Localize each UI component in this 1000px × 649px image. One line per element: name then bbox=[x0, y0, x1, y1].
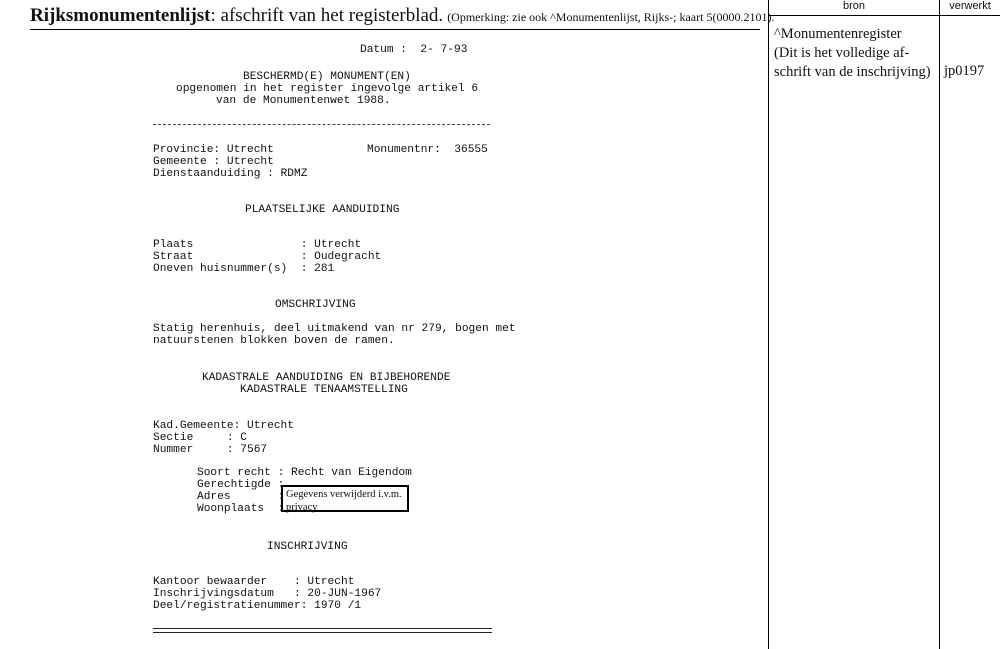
doc-woonplaats: Woonplaats : bbox=[197, 503, 285, 515]
doc-provincie: Provincie: Utrecht bbox=[153, 144, 274, 156]
bron-line: (Dit is het volledige af- bbox=[774, 45, 910, 61]
privacy-notice-box: Gegevens verwijderd i.v.m. privacy bbox=[281, 485, 409, 512]
header-title-bold: Rijksmonumentenlijst bbox=[30, 5, 211, 26]
doc-kantoor-bewaarder: Kantoor bewaarder : Utrecht bbox=[153, 576, 355, 588]
bron-line: schrift van de inschrijving) bbox=[774, 64, 931, 80]
doc-section-inschrijving: INSCHRIJVING bbox=[267, 541, 348, 553]
header-note: (Opmerking: zie ook ^Monumentenlijst, Rijks-; kaart 5(0000.2101). bbox=[447, 10, 775, 24]
doc-deel-registratienummer: Deel/registratienummer: 1970 /1 bbox=[153, 600, 362, 612]
doc-gerechtigde: Gerechtigde : bbox=[197, 479, 285, 491]
doc-dashed-rule bbox=[153, 124, 490, 125]
column-header-verwerkt: verwerkt bbox=[949, 0, 991, 12]
column-divider-right bbox=[939, 0, 940, 649]
doc-title-1: BESCHERMD(E) MONUMENT(EN) bbox=[243, 71, 411, 83]
doc-inschrijvingsdatum: Inschrijvingsdatum : 20-JUN-1967 bbox=[153, 588, 382, 600]
doc-monumentnr: Monumentnr: 36555 bbox=[367, 144, 488, 156]
doc-omschrijving-2: natuurstenen blokken boven de ramen. bbox=[153, 335, 395, 347]
doc-straat: Straat : Oudegracht bbox=[153, 251, 382, 263]
doc-plaats: Plaats : Utrecht bbox=[153, 239, 362, 251]
doc-title-2: opgenomen in het register ingevolge artikel 6 bbox=[176, 83, 479, 95]
doc-sectie: Sectie : C bbox=[153, 432, 247, 444]
doc-huisnummer: Oneven huisnummer(s) : 281 bbox=[153, 263, 335, 275]
doc-double-rule bbox=[153, 628, 492, 633]
doc-datum: Datum : 2- 7-93 bbox=[360, 44, 468, 56]
column-divider-left bbox=[768, 0, 769, 649]
verwerkt-value: jp0197 bbox=[944, 63, 985, 79]
doc-nummer: Nummer : 7567 bbox=[153, 444, 268, 456]
header-title-rest: : afschrift van het registerblad. bbox=[210, 5, 444, 26]
doc-section-kadastrale-1: KADASTRALE AANDUIDING EN BIJBEHORENDE bbox=[202, 372, 451, 384]
bron-line: ^Monumentenregister bbox=[774, 26, 902, 42]
column-header-bron: bron bbox=[842, 0, 866, 12]
doc-omschrijving-1: Statig herenhuis, deel uitmakend van nr 279, bogen met bbox=[153, 323, 516, 335]
doc-gemeente: Gemeente : Utrecht bbox=[153, 156, 274, 168]
doc-dienstaanduiding: Dienstaanduiding : RDMZ bbox=[153, 168, 308, 180]
doc-section-kadastrale-2: KADASTRALE TENAAMSTELLING bbox=[240, 384, 408, 396]
doc-kad-gemeente: Kad.Gemeente: Utrecht bbox=[153, 420, 294, 432]
doc-soort-recht: Soort recht : Recht van Eigendom bbox=[197, 467, 412, 479]
doc-section-omschrijving: OMSCHRIJVING bbox=[275, 299, 356, 311]
column-header-rule bbox=[768, 15, 1000, 16]
doc-adres: Adres : bbox=[197, 491, 285, 503]
bron-text bbox=[774, 25, 931, 82]
doc-title-3: van de Monumentenwet 1988. bbox=[216, 95, 391, 107]
doc-section-plaatselijke: PLAATSELIJKE AANDUIDING bbox=[245, 204, 400, 216]
